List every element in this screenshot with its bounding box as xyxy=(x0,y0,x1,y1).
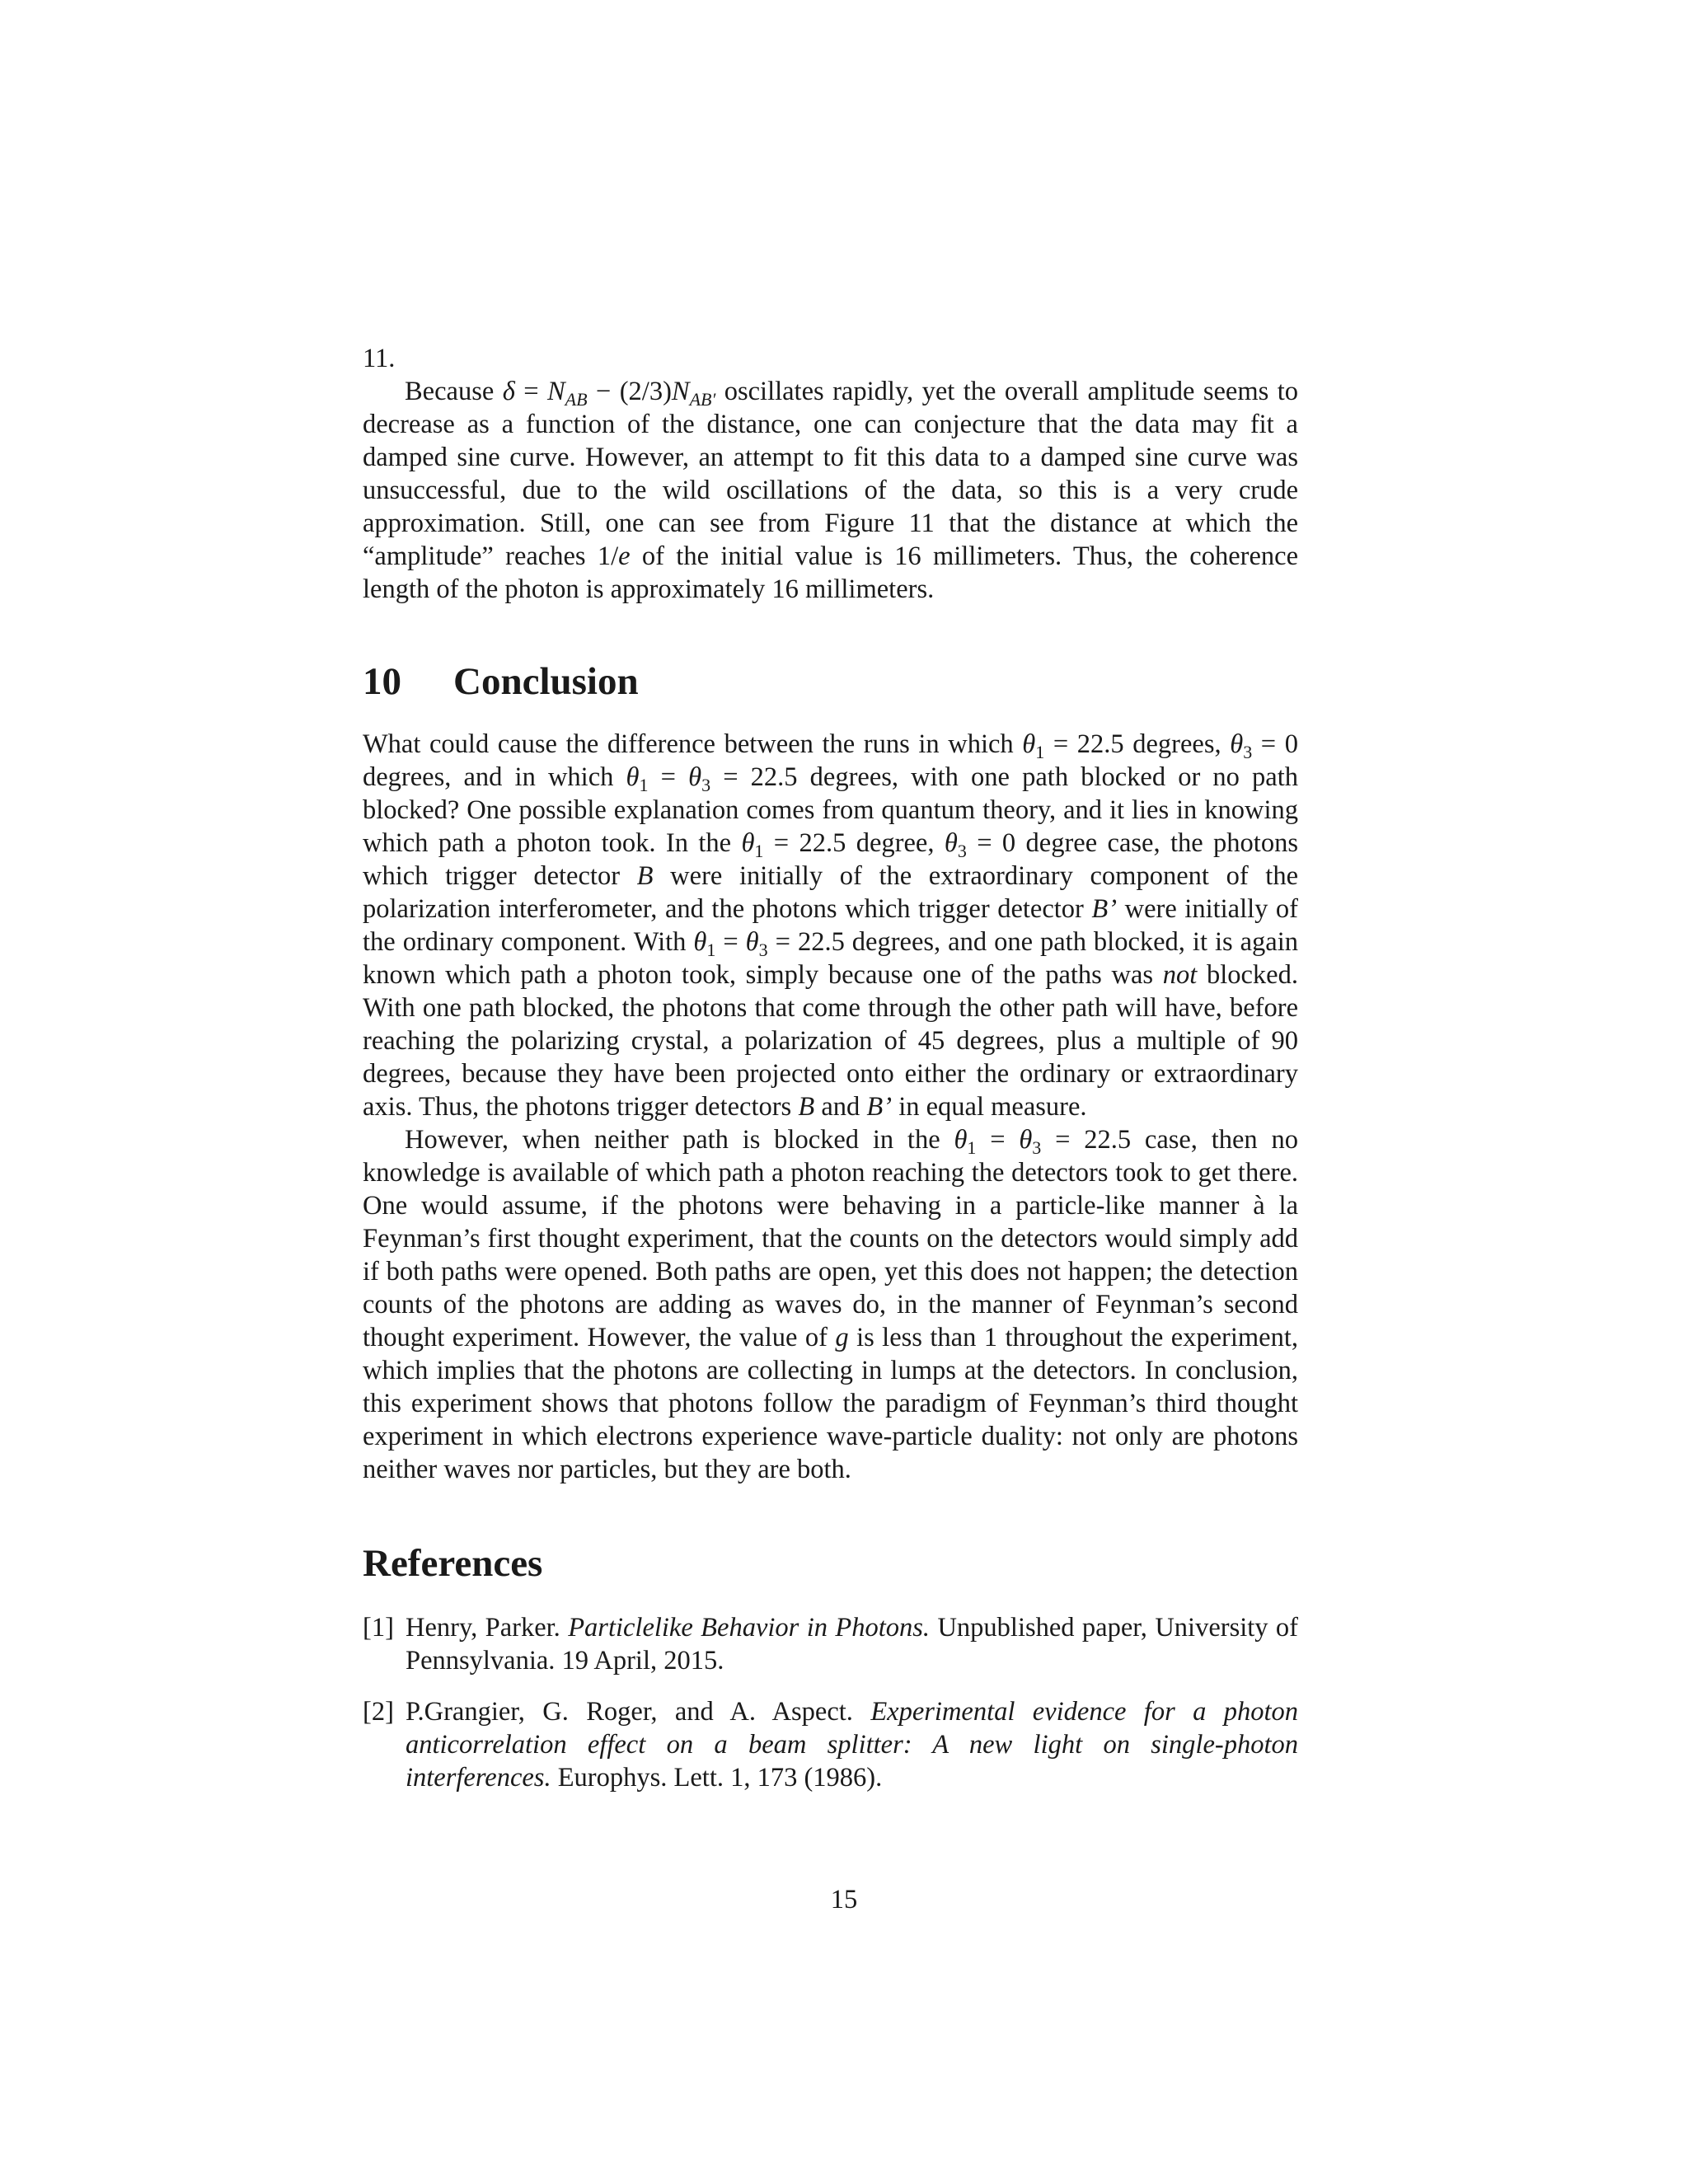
figure-number-label: 11. xyxy=(363,344,396,373)
reference-body: Henry, Parker. Particlelike Behavior in Photons. Unpublished paper, University of Pennsylvania. 19 April, 2015. xyxy=(406,1613,1298,1675)
section-number: 10 xyxy=(363,660,401,703)
page-number: 15 xyxy=(830,1885,858,1915)
paragraph-coherence-length: Because $\delta = N_{AB} - (2/3)N_{AB'}$ oscillates rapidly, yet the overall amplitude seems to decrease as a function of the distance, one can conjecture that the data may fit a damped sine curve. However, an attempt to fit this data to a damped sine curve was unsuccessful, due to the wild oscillations of the data, so this is a very crude approximation. Still, one can see from Figure 11 that the distance at which the “amplitude” reaches 1/e of the initial value is 16 millimeters. Thus, the coherence length of the photon is approximately 16 millimeters. xyxy=(363,377,1298,604)
references-heading: References xyxy=(363,1542,543,1585)
paragraph-conclusion-2: However, when neither path is blocked in the $\theta_1 = \theta_3 = 22.5$ case, then no knowledge is available of which path a photon reaching the detectors took to get there. One would assume, if the photons were behaving in a particle-like manner à la Feynman’s first thought experiment, that the counts on the detectors would simply add if both paths were opened. Both paths are open, yet this does not happen; the detection counts of the photons are adding as waves do, in the manner of Feynman’s second thought experiment. However, the value of g is less than 1 throughout the experiment, which implies that the photons are collecting in lumps at the detectors. In conclusion, this experiment shows that photons follow the paradigm of Feynman’s third thought experiment in which electrons experience wave-particle duality: not only are photons neither waves nor particles, but they are both. xyxy=(363,1125,1299,1484)
reference-item xyxy=(363,1611,1298,1677)
page-body xyxy=(363,342,1298,1794)
section-heading-conclusion xyxy=(363,658,1298,705)
section-title: Conclusion xyxy=(453,660,639,703)
reference-body: P.Grangier, G. Roger, and A. Aspect. Experimental evidence for a photon anticorrelation effect on a beam splitter: A new light on single-photon interferences. Europhys. Lett. 1, 173 (1986). xyxy=(406,1697,1298,1793)
reference-item xyxy=(363,1695,1298,1794)
paragraph-conclusion-1: What could cause the difference between the runs in which $\theta_1 = 22.5$ degrees, $\theta_3 = 0$ degrees, and in which $\theta_1 = \theta_3 = 22.5$ degrees, with one path blocked or no path blocked? One possible explanation comes from quantum theory, and it lies in knowing which path a photon took. In the $\theta_1 = 22.5$ degree, $\theta_3 = 0$ degree case, the photons which trigger detector B were initially of the extraordinary component of the polarization interferometer, and the photons which trigger detector B’ were initially of the ordinary component. With $\theta_1 = \theta_3 = 22.5$ degrees, and one path blocked, it is again known which path a photon took, simply because one of the paths was not blocked. With one path blocked, the photons that come through the other path will have, before reaching the polarizing crystal, a polarization of 45 degrees, plus a multiple of 90 degrees, because they have been projected onto either the ordinary or extraordinary axis. Thus, the photons trigger detectors B and B’ in equal measure. xyxy=(363,729,1299,1122)
reference-label: [2] xyxy=(363,1697,394,1727)
reference-label: [1] xyxy=(363,1613,394,1643)
